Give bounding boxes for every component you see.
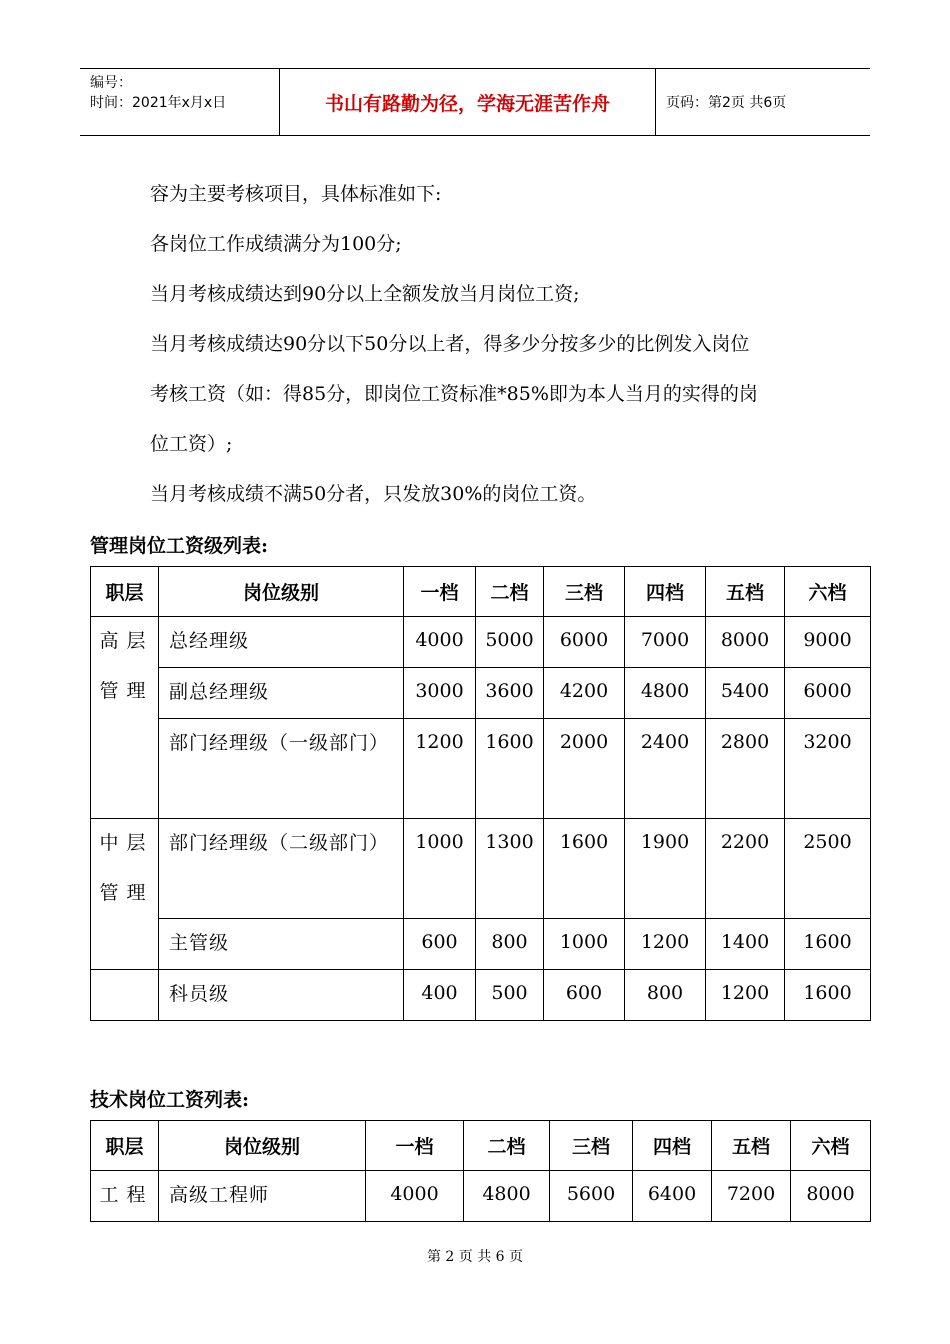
value-cell: 2500 xyxy=(785,819,871,919)
value-cell: 5600 xyxy=(550,1171,633,1222)
value-cell: 6000 xyxy=(544,617,625,668)
value-cell: 3200 xyxy=(785,719,871,819)
header-cell: 五档 xyxy=(712,1121,791,1171)
level-cell xyxy=(159,719,404,819)
level-label: 主管级 xyxy=(169,932,230,954)
level-label: 高级工程师 xyxy=(169,1184,270,1206)
paragraph: 考核工资（如：得85分，即岗位工资标准*85%即为本人当月的实得的岗 xyxy=(150,383,758,405)
header-cell: 职层 xyxy=(91,567,159,617)
mgmt-salary-table xyxy=(90,566,871,1021)
paragraph: 位工资）; xyxy=(150,433,233,455)
layer-label: 工程 xyxy=(99,1184,154,1206)
value-cell: 500 xyxy=(476,970,544,1021)
table-header-row xyxy=(91,567,871,617)
value-cell: 5400 xyxy=(706,668,785,719)
value-cell: 400 xyxy=(404,970,476,1021)
value-cell: 8000 xyxy=(706,617,785,668)
value-cell: 600 xyxy=(544,970,625,1021)
value-cell: 2800 xyxy=(706,719,785,819)
value-cell: 3600 xyxy=(476,668,544,719)
level-label: 部门经理级（一级部门） xyxy=(169,732,390,754)
layer-cell xyxy=(91,617,159,819)
tech-table-title: 技术岗位工资列表: xyxy=(90,1089,250,1111)
value-cell: 1200 xyxy=(625,919,706,970)
value-cell: 7000 xyxy=(625,617,706,668)
value-cell: 1000 xyxy=(404,819,476,919)
layer-cell xyxy=(91,1171,159,1222)
table-header-row xyxy=(91,1121,871,1171)
header-cell: 岗位级别 xyxy=(159,1121,366,1171)
header-cell: 四档 xyxy=(625,567,706,617)
level-label: 副总经理级 xyxy=(169,681,270,703)
header-cell: 六档 xyxy=(791,1121,871,1171)
mgmt-table-title: 管理岗位工资级列表: xyxy=(90,535,269,557)
table-row xyxy=(91,1171,871,1222)
value-cell: 6400 xyxy=(633,1171,712,1222)
header-meta xyxy=(80,69,280,135)
value-cell: 1600 xyxy=(785,919,871,970)
page-footer: 第 2 页 共 6 页 xyxy=(426,1249,524,1265)
value-cell: 1600 xyxy=(785,970,871,1021)
value-cell: 1900 xyxy=(625,819,706,919)
value-cell: 4000 xyxy=(404,617,476,668)
header-cell: 二档 xyxy=(464,1121,550,1171)
time-label: 时间：2021年x月x日 xyxy=(90,95,227,111)
table-row xyxy=(91,668,871,719)
level-label: 部门经理级（二级部门） xyxy=(169,832,390,854)
header-cell: 职层 xyxy=(91,1121,159,1171)
level-cell xyxy=(159,819,404,919)
value-cell: 3000 xyxy=(404,668,476,719)
layer-label: 中层管理 xyxy=(99,832,154,904)
paragraph: 各岗位工作成绩满分为100分; xyxy=(150,233,402,255)
value-cell: 800 xyxy=(476,919,544,970)
header-cell: 一档 xyxy=(404,567,476,617)
paragraph: 当月考核成绩达到90分以上全额发放当月岗位工资; xyxy=(150,283,580,305)
header-cell: 二档 xyxy=(476,567,544,617)
value-cell: 9000 xyxy=(785,617,871,668)
value-cell: 8000 xyxy=(791,1171,871,1222)
header-cell: 三档 xyxy=(550,1121,633,1171)
value-cell: 1200 xyxy=(706,970,785,1021)
header-cell: 六档 xyxy=(785,567,871,617)
value-cell: 1600 xyxy=(476,719,544,819)
value-cell: 4800 xyxy=(625,668,706,719)
header-motto: 书山有路勤为径，学海无涯苦作舟 xyxy=(280,69,656,135)
header-cell: 一档 xyxy=(366,1121,464,1171)
level-label: 科员级 xyxy=(169,983,230,1005)
page-header xyxy=(80,68,870,136)
value-cell: 800 xyxy=(625,970,706,1021)
level-cell xyxy=(159,919,404,970)
table-row xyxy=(91,970,871,1021)
header-cell: 岗位级别 xyxy=(159,567,404,617)
paragraph: 容为主要考核项目，具体标准如下: xyxy=(150,183,442,205)
value-cell: 4200 xyxy=(544,668,625,719)
value-cell: 2000 xyxy=(544,719,625,819)
value-cell: 4800 xyxy=(464,1171,550,1222)
paragraph: 当月考核成绩达90分以下50分以上者，得多少分按多少的比例发入岗位 xyxy=(150,333,750,355)
layer-cell xyxy=(91,819,159,970)
value-cell: 2200 xyxy=(706,819,785,919)
header-cell: 五档 xyxy=(706,567,785,617)
value-cell: 1600 xyxy=(544,819,625,919)
header-cell: 四档 xyxy=(633,1121,712,1171)
level-cell xyxy=(159,668,404,719)
level-cell xyxy=(159,617,404,668)
value-cell: 5000 xyxy=(476,617,544,668)
table-row xyxy=(91,719,871,819)
header-page-info: 页码：第2页 共6页 xyxy=(666,95,787,111)
level-cell xyxy=(159,1171,366,1222)
value-cell: 1400 xyxy=(706,919,785,970)
value-cell: 1300 xyxy=(476,819,544,919)
header-cell: 三档 xyxy=(544,567,625,617)
value-cell: 600 xyxy=(404,919,476,970)
layer-cell xyxy=(91,970,159,1021)
table-row xyxy=(91,919,871,970)
value-cell: 4000 xyxy=(366,1171,464,1222)
level-cell xyxy=(159,970,404,1021)
value-cell: 7200 xyxy=(712,1171,791,1222)
table-row xyxy=(91,617,871,668)
serial-label: 编号： xyxy=(90,75,132,91)
value-cell: 1200 xyxy=(404,719,476,819)
value-cell: 1000 xyxy=(544,919,625,970)
value-cell: 2400 xyxy=(625,719,706,819)
tech-salary-table xyxy=(90,1120,871,1222)
table-row xyxy=(91,819,871,919)
paragraph: 当月考核成绩不满50分者，只发放30%的岗位工资。 xyxy=(150,483,597,505)
layer-label: 高层管理 xyxy=(99,630,154,702)
level-label: 总经理级 xyxy=(169,630,250,652)
value-cell: 6000 xyxy=(785,668,871,719)
